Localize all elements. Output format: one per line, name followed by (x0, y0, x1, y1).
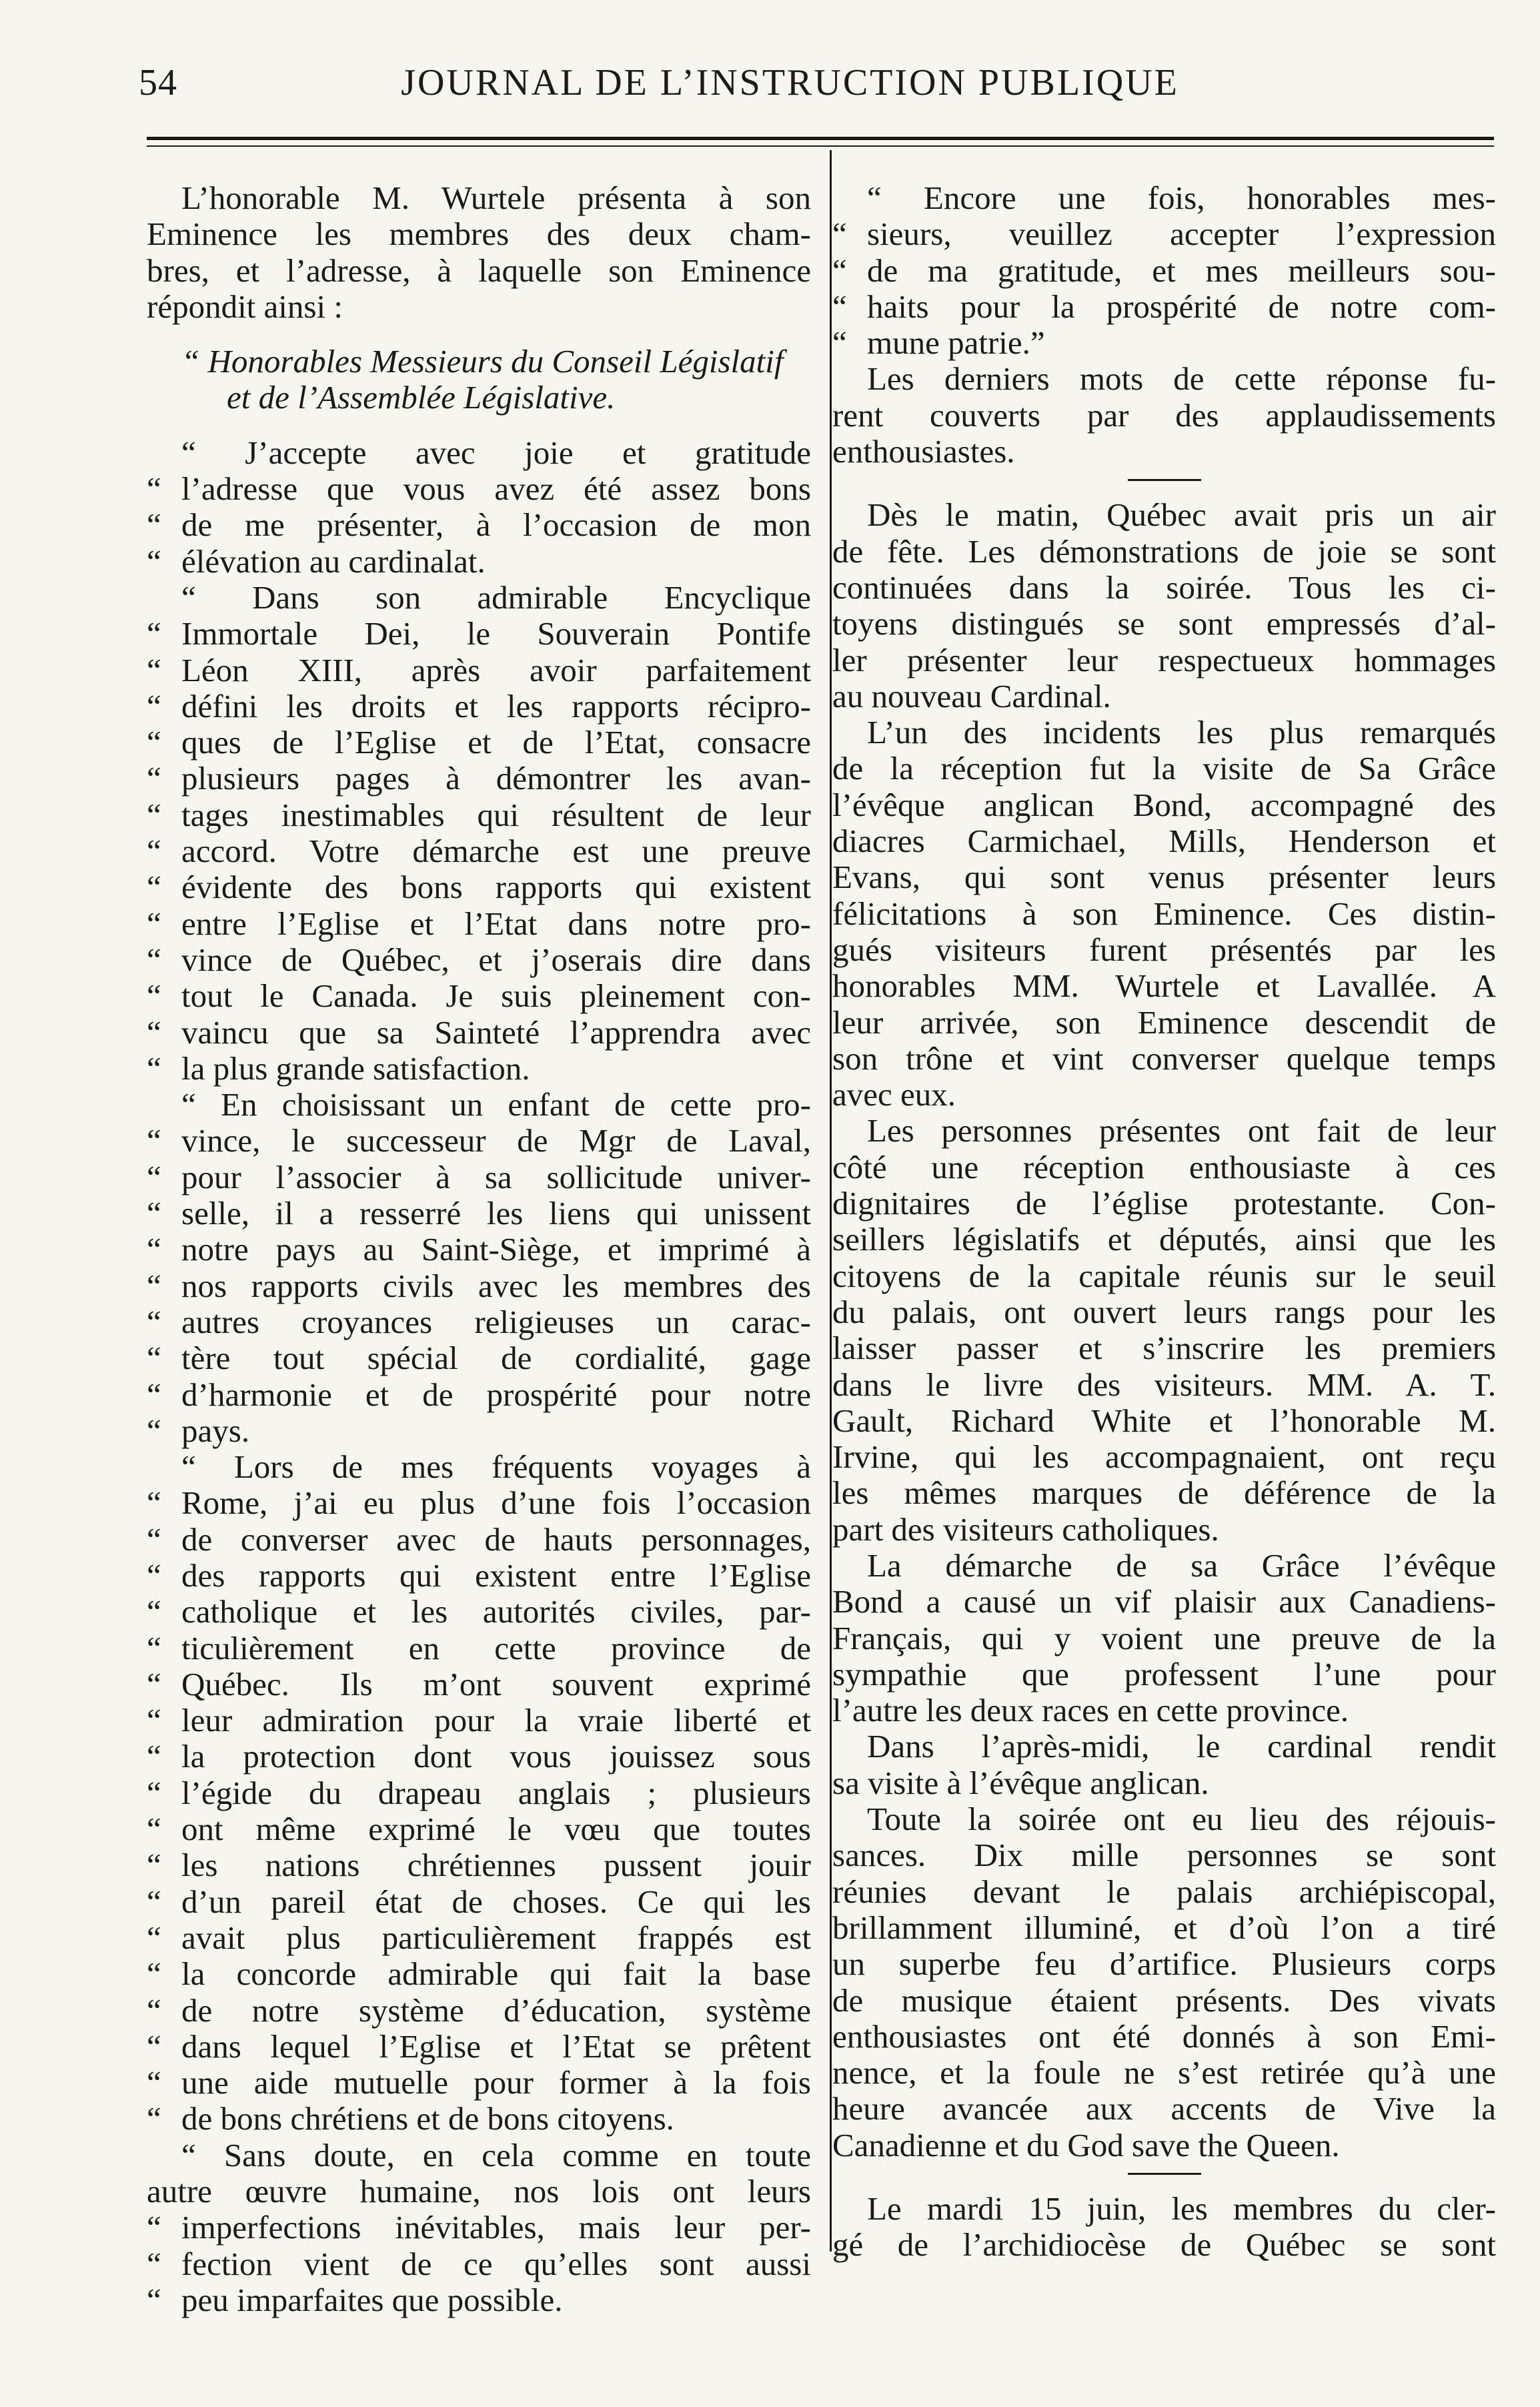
text-line: “ catholique et les autorités civiles, par- (147, 1594, 811, 1630)
text-line: “ peu imparfaites que possible. (147, 2282, 811, 2318)
text-line: l’évêque anglican Bond, accompagné des (832, 786, 1496, 823)
text-line: “ pays. (147, 1413, 811, 1449)
text-line: enthousiastes ont été donnés à son Emi- (832, 2017, 1496, 2055)
text-line: “ nos rapports civils avec les membres des (147, 1268, 811, 1304)
section-rule (1128, 479, 1201, 481)
text-line: dignitaires de l’église protestante. Con- (832, 1185, 1496, 1222)
page-number: 54 (139, 62, 177, 103)
text-line: “ ont même exprimé le vœu que toutes (147, 1811, 811, 1847)
text-line: Français, qui y voient une preuve de la (832, 1619, 1496, 1656)
text-line: “ ques de l’Eglise et de l’Etat, consacre (147, 725, 811, 761)
text-line: “ Encore une fois, honorables mes- (867, 179, 1496, 216)
text-line: “ Léon XIII, après avoir parfaitement (147, 652, 811, 688)
text-line: “ de me présenter, à l’occasion de mon (147, 507, 811, 543)
text-line: enthousiastes. (832, 433, 1015, 470)
text-line: “ vaincu que sa Sainteté l’apprendra avec (147, 1015, 811, 1051)
text-line: du palais, ont ouvert leurs rangs pour les (832, 1293, 1496, 1330)
text-line: les mêmes marques de déférence de la (832, 1474, 1496, 1512)
text-line: L’honorable M. Wurtele présenta à son (181, 179, 811, 216)
text-line: au nouveau Cardinal. (832, 677, 1111, 714)
text-line: “ Québec. Ils m’ont souvent exprimé (147, 1666, 811, 1703)
text-line: réunies devant le palais archiépiscopal, (832, 1873, 1496, 1910)
text-line: l’autre les deux races en cette province. (832, 1692, 1349, 1729)
text-line: “ selle, il a resserré les liens qui unissent (147, 1195, 811, 1232)
text-line: et de l’Assemblée Législative. (227, 379, 616, 416)
text-line: félicitations à son Eminence. Ces distin- (832, 895, 1496, 932)
text-line: “ entre l’Eglise et l’Etat dans notre pro- (147, 906, 811, 942)
text-line: avec eux. (832, 1076, 956, 1113)
column-separator (830, 150, 832, 2252)
text-line: Canadienne et du God save the Queen. (832, 2126, 1340, 2163)
text-line: part des visiteurs catholiques. (832, 1510, 1219, 1548)
text-line: gé de l’archidiocèse de Québec se sont (832, 2226, 1496, 2264)
text-line: gués visiteurs furent présentés par les (832, 931, 1496, 968)
text-line: La démarche de sa Grâce l’évêque (867, 1546, 1496, 1584)
text-line: leur arrivée, son Eminence descendit de (832, 1003, 1496, 1041)
text-line: “ d’un pareil état de choses. Ce qui les (147, 1884, 811, 1920)
text-line: continuées dans la soirée. Tous les ci- (832, 568, 1496, 606)
text-line: “ la plus grande satisfaction. (147, 1051, 811, 1087)
text-line: “ une aide mutuelle pour former à la fois (147, 2065, 811, 2101)
section-rule (1128, 2173, 1201, 2175)
text-line: sympathie que professent l’une pour (832, 1655, 1496, 1693)
text-line: Toute la soirée ont eu lieu des réjouis- (867, 1801, 1496, 1838)
running-head: JOURNAL DE L’INSTRUCTION PUBLIQUE (401, 62, 1179, 103)
text-line: “ plusieurs pages à démontrer les avan- (147, 761, 811, 797)
left-column (147, 180, 811, 2318)
text-line: seillers législatifs et députés, ainsi que les (832, 1221, 1496, 1258)
text-line: “ vince, le successeur de Mgr de Laval, (147, 1123, 811, 1159)
text-line: “ tère tout spécial de cordialité, gage (147, 1340, 811, 1376)
text-line: “ la protection dont vous jouissez sous (147, 1739, 811, 1775)
text-line: Les personnes présentes ont fait de leur (867, 1112, 1496, 1149)
text-line: autre œuvre humaine, nos lois ont leurs (147, 2173, 811, 2210)
text-line: “ les nations chrétiennes pussent jouir (147, 1847, 811, 1883)
text-line: “ notre pays au Saint-Siège, et imprimé à (147, 1232, 811, 1268)
text-line: “ avait plus particulièrement frappés est (147, 1920, 811, 1956)
text-line: Bond a causé un vif plaisir aux Canadiens- (832, 1583, 1496, 1620)
text-line: rent couverts par des applaudissements (832, 396, 1496, 434)
text-line: sa visite à l’évêque anglican. (832, 1764, 1209, 1801)
text-line: ler présenter leur respectueux hommages (832, 641, 1496, 678)
text-line: “ Dans son admirable Encyclique (181, 578, 811, 616)
text-line: honorables MM. Wurtele et Lavallée. A (832, 967, 1496, 1005)
text-line: “ ticulièrement en cette province de (147, 1630, 811, 1666)
text-line: “ Honorables Messieurs du Conseil Législatif (181, 343, 784, 380)
text-line: L’un des incidents les plus remarqués (867, 714, 1496, 751)
text-line: bres, et l’adresse, à laquelle son Eminence (147, 252, 811, 289)
text-line: Irvine, qui les accompagnaient, ont reçu (832, 1438, 1496, 1476)
text-line: “ défini les droits et les rapports récipro- (147, 688, 811, 725)
text-line: “ l’égide du drapeau anglais ; plusieurs (147, 1775, 811, 1811)
text-line: nence, et la foule ne s’est retirée qu’à une (832, 2054, 1496, 2091)
text-line: “ Immortale Dei, le Souverain Pontife (147, 616, 811, 652)
text-line: “ Rome, j’ai eu plus d’une fois l’occasion (147, 1485, 811, 1521)
text-line: Gault, Richard White et l’honorable M. (832, 1402, 1496, 1439)
text-line: côté une réception enthousiaste à ces (832, 1148, 1496, 1185)
text-line: “ Sans doute, en cela comme en toute (181, 2136, 811, 2174)
text-line: “ J’accepte avec joie et gratitude (181, 434, 811, 471)
text-line: répondit ainsi : (147, 288, 343, 325)
text-line: “ l’adresse que vous avez été assez bons (147, 471, 811, 507)
text-line: diacres Carmichael, Mills, Henderson et (832, 823, 1496, 860)
text-line: “ tout le Canada. Je suis pleinement con- (147, 978, 811, 1014)
text-line: “ la concorde admirable qui fait la base (147, 1956, 811, 1992)
text-line: “ leur admiration pour la vraie liberté et (147, 1703, 811, 1739)
text-line: un superbe feu d’artifice. Plusieurs corps (832, 1945, 1496, 1983)
right-column (832, 180, 1496, 2264)
text-line: son trône et vint converser quelque temps (832, 1039, 1496, 1077)
text-line: “ haits pour la prospérité de notre com- (832, 289, 1496, 325)
text-line: “ de notre système d’éducation, système (147, 1993, 811, 2029)
text-line: “ mune patrie.” (832, 325, 1496, 361)
text-line: “ de ma gratitude, et mes meilleurs sou- (832, 253, 1496, 289)
text-line: “ En choisissant un enfant de cette pro- (181, 1086, 811, 1123)
text-line: “ pour l’associer à sa sollicitude univer- (147, 1159, 811, 1195)
text-line: toyens distingués se sont empressés d’al- (832, 605, 1496, 642)
paragraph-gap (147, 416, 811, 435)
text-line: de musique étaient présents. Des vivats (832, 1981, 1496, 2019)
text-line: laisser passer et s’inscrire les premiers (832, 1330, 1496, 1367)
text-line: “ imperfections inévitables, mais leur per- (147, 2210, 811, 2246)
text-line: “ tages inestimables qui résultent de leur (147, 797, 811, 833)
text-line: “ de bons chrétiens et de bons citoyens. (147, 2101, 811, 2137)
text-line: “ des rapports qui existent entre l’Eglise (147, 1558, 811, 1594)
text-line: “ d’harmonie et de prospérité pour notre (147, 1377, 811, 1413)
text-line: “ dans lequel l’Eglise et l’Etat se prêtent (147, 2029, 811, 2065)
text-line: citoyens de la capitale réunis sur le seuil (832, 1257, 1496, 1294)
text-line: “ évidente des bons rapports qui existent (147, 869, 811, 905)
text-line: “ vince de Québec, et j’oserais dire dans (147, 942, 811, 978)
text-line: Le mardi 15 juin, les membres du cler- (867, 2190, 1496, 2228)
text-line: “ fection vient de ce qu’elles sont aussi (147, 2246, 811, 2282)
text-line: sances. Dix mille personnes se sont (832, 1837, 1496, 1874)
text-line: de la réception fut la visite de Sa Grâce (832, 750, 1496, 787)
text-line: Dès le matin, Québec avait pris un air (867, 496, 1496, 534)
paragraph-gap (147, 325, 811, 344)
header-rule-thin (147, 145, 1494, 147)
text-line: Eminence les membres des deux cham- (147, 215, 811, 253)
text-line: de fête. Les démonstrations de joie se sont (832, 532, 1496, 570)
text-line: “ sieurs, veuillez accepter l’expression (832, 216, 1496, 252)
text-line: Evans, qui sont venus présenter leurs (832, 859, 1496, 896)
text-line: “ élévation au cardinalat. (147, 544, 811, 580)
text-line: “ accord. Votre démarche est une preuve (147, 833, 811, 869)
text-line: Dans l’après-midi, le cardinal rendit (867, 1728, 1496, 1765)
text-line: heure avancée aux accents de Vive la (832, 2090, 1496, 2127)
text-line: dans le livre des visiteurs. MM. A. T. (832, 1366, 1496, 1403)
text-line: “ de converser avec de hauts personnages, (147, 1522, 811, 1558)
text-line: brillamment illuminé, et d’où l’on a tiré (832, 1909, 1496, 1946)
text-line: Les derniers mots de cette réponse fu- (867, 360, 1496, 398)
text-line: “ autres croyances religieuses un carac- (147, 1304, 811, 1340)
header-rule (147, 137, 1494, 140)
text-line: “ Lors de mes fréquents voyages à (181, 1448, 811, 1486)
